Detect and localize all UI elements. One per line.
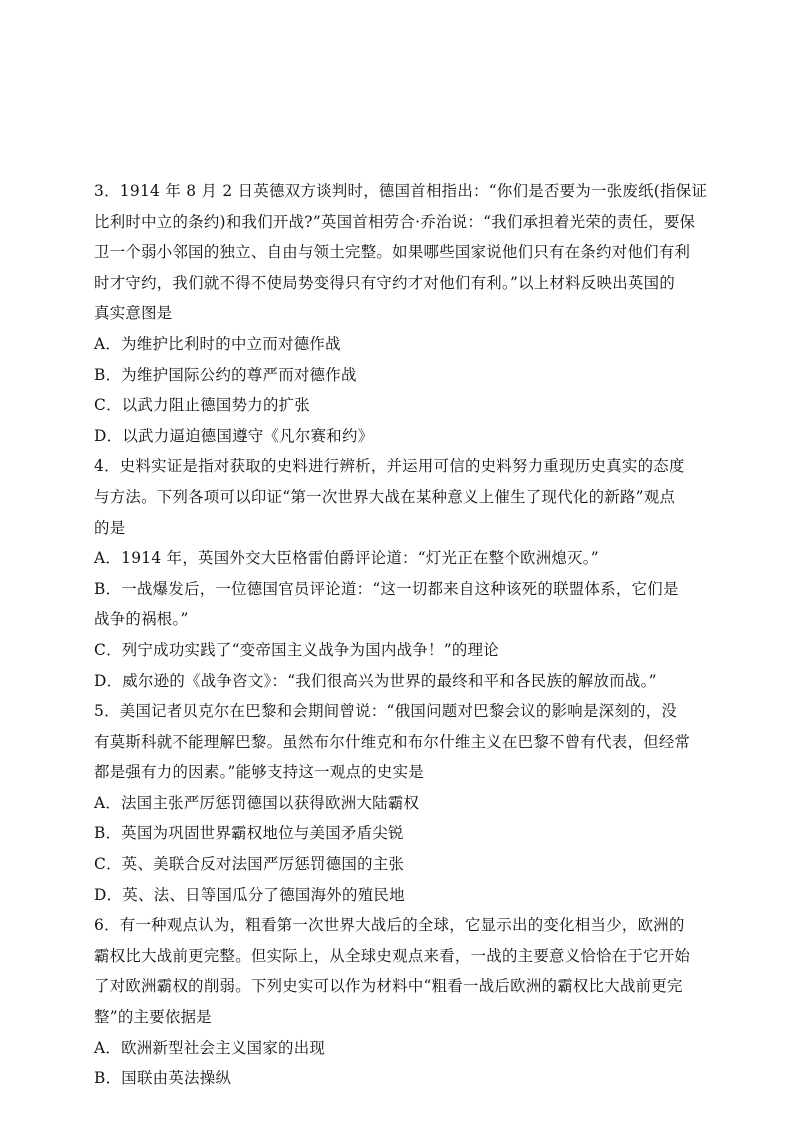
question-4 — [94, 451, 706, 696]
question-4-option-a: A．1914 年，英国外交大臣格雷伯爵评论道：“灯光正在整个欧洲熄灭。” — [94, 549, 599, 568]
question-5-option-c: C．英、美联合反对法国严厉惩罚德国的主张 — [94, 855, 405, 874]
question-4-option-b: B．一战爆发后，一位德国官员评论道：“这一切都来自这种该死的联盟体系，它们是 — [94, 579, 679, 598]
question-3-stem-line: 卫一个弱小邻国的独立、自由与领土完整。如果哪些国家说他们只有在条约对他们有利 — [94, 243, 691, 262]
question-5 — [94, 696, 706, 910]
document-page — [94, 176, 706, 1094]
question-3-stem-line: 时才守约，我们就不得不使局势变得只有守约才对他们有利。”以上材料反映出英国的 — [94, 273, 676, 292]
question-4-option-d: D．威尔逊的《战争咨文》：“我们很高兴为世界的最终和平和各民族的解放而战。” — [94, 671, 657, 690]
question-4-stem-line: 4．史料实证是指对获取的史料进行辨析，并运用可信的史料努力重现历史真实的态度 — [94, 457, 685, 476]
question-3-stem-line: 真实意图是 — [94, 304, 173, 323]
question-3 — [94, 176, 706, 451]
question-6-stem-line: 霸权比大战前更完整。但实际上，从全球史观点来看，一战的主要意义恰恰在于它开始 — [94, 946, 691, 965]
question-5-option-b: B．英国为巩固世界霸权地位与美国矛盾尖锐 — [94, 824, 404, 843]
question-4-option-c: C．列宁成功实践了“变帝国主义战争为国内战争！”的理论 — [94, 640, 499, 659]
question-6-stem-line: 整”的主要依据是 — [94, 1008, 213, 1027]
question-3-stem-line: 3．1914 年 8 月 2 日英德双方谈判时，德国首相指出：“你们是否要为一张废纸(指保证 — [94, 182, 708, 200]
question-5-stem-line: 都是强有力的因素。”能够支持这一观点的史实是 — [94, 763, 424, 782]
question-3-option-a: A．为维护比利时的中立而对德作战 — [94, 334, 341, 353]
question-6 — [94, 910, 706, 1094]
question-5-stem-line: 5．美国记者贝克尔在巴黎和会期间曾说：“俄国问题对巴黎会议的影响是深刻的，没 — [94, 702, 678, 721]
question-3-option-c: C．以武力阻止德国势力的扩张 — [94, 396, 311, 415]
question-6-stem-line: 了对欧洲霸权的削弱。下列史实可以作为材料中“粗看一战后欧洲的霸权比大战前更完 — [94, 977, 683, 996]
question-5-option-d: D．英、法、日等国瓜分了德国海外的殖民地 — [94, 885, 405, 904]
question-3-option-b: B．为维护国际公约的尊严而对德作战 — [94, 365, 357, 384]
question-5-stem-line: 有莫斯科就不能理解巴黎。虽然布尔什维克和布尔什维主义在巴黎不曾有代表，但经常 — [94, 732, 691, 751]
question-4-option-b-continued: 战争的祸根。” — [94, 610, 189, 629]
question-5-option-a: A．法国主张严厉惩罚德国以获得欧洲大陆霸权 — [94, 793, 420, 812]
question-4-stem-line: 的是 — [94, 518, 126, 537]
question-6-option-a: A．欧洲新型社会主义国家的出现 — [94, 1038, 326, 1057]
question-4-stem-line: 与方法。下列各项可以印证“第一次世界大战在某种意义上催生了现代化的新路”观点 — [94, 487, 676, 506]
question-6-stem-line: 6．有一种观点认为，粗看第一次世界大战后的全球，它显示出的变化相当少，欧洲的 — [94, 916, 685, 935]
question-3-stem-line: 比利时中立的条约)和我们开战?”英国首相劳合·乔治说：“我们承担着光荣的责任，要保 — [94, 212, 696, 231]
question-6-option-b: B．国联由英法操纵 — [94, 1069, 232, 1088]
question-3-option-d: D．以武力逼迫德国遵守《凡尔赛和约》 — [94, 426, 374, 445]
